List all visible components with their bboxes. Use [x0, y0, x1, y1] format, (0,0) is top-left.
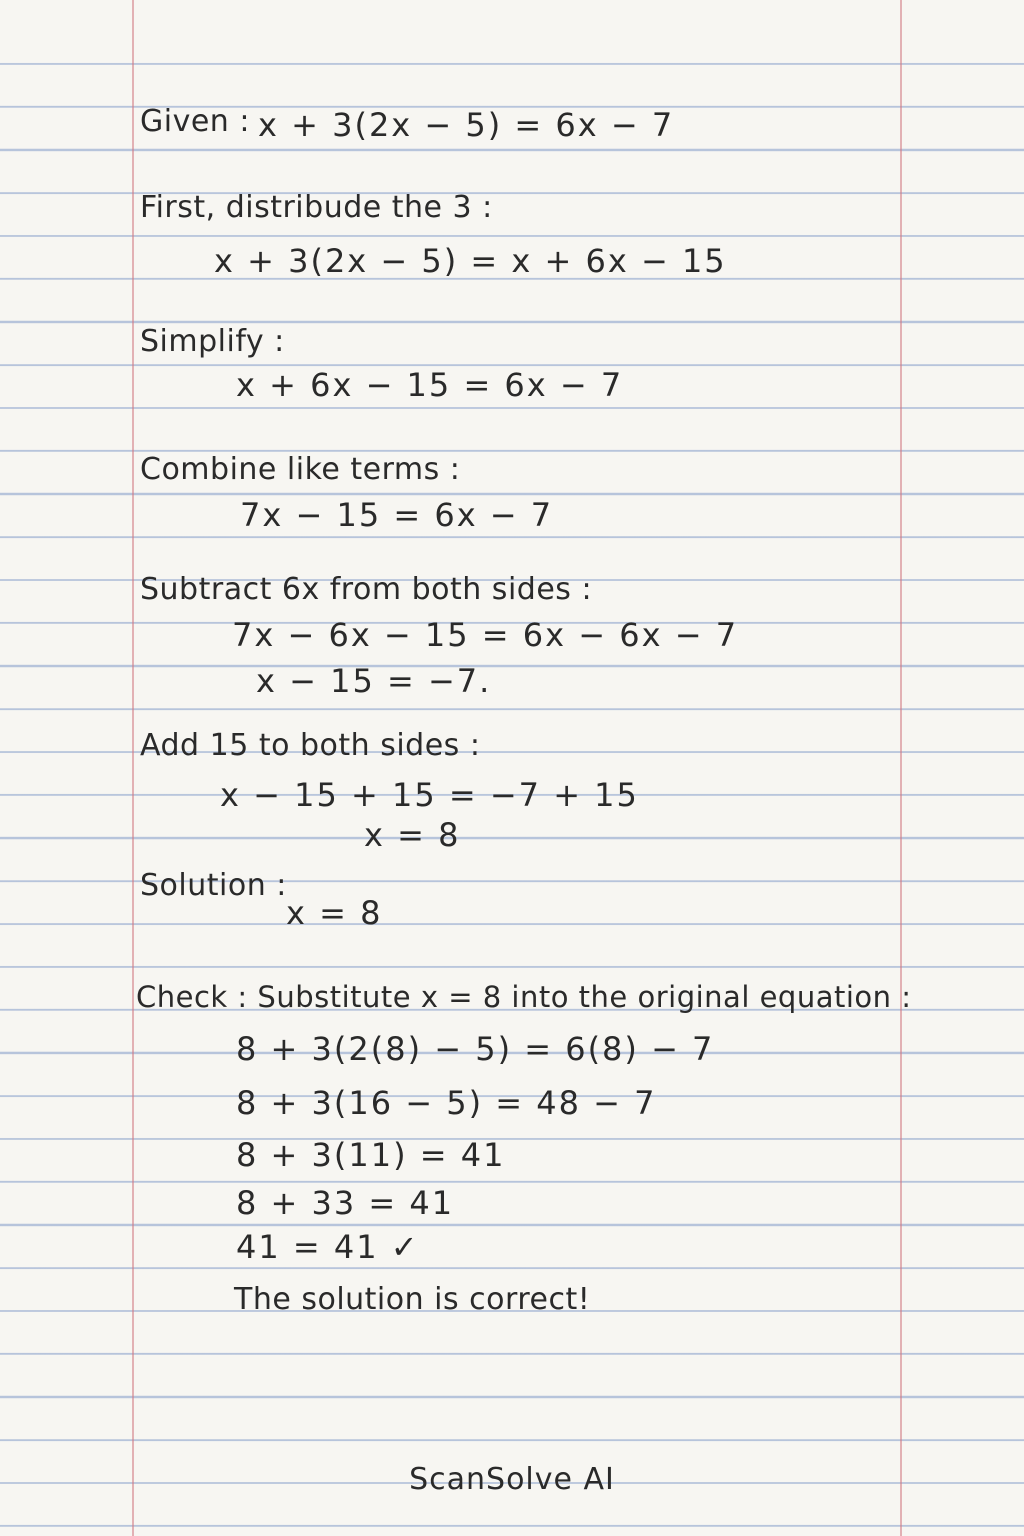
add-equation-2: x = 8 — [364, 816, 461, 854]
subtract-equation-1: 7x − 6x − 15 = 6x − 6x − 7 — [232, 616, 739, 654]
combine-equation: 7x − 15 = 6x − 7 — [240, 496, 554, 534]
check-label: Check : Substitute x = 8 into the original equation : — [136, 980, 912, 1014]
given-label: Given : — [140, 104, 250, 139]
simplify-label: Simplify : — [140, 324, 285, 359]
distribute-equation: x + 3(2x − 5) = x + 6x − 15 — [214, 242, 727, 280]
right-margin-line — [900, 0, 902, 1536]
solution-value: x = 8 — [286, 894, 383, 932]
add-equation-1: x − 15 + 15 = −7 + 15 — [220, 776, 639, 814]
left-margin-line — [132, 0, 134, 1536]
combine-label: Combine like terms : — [140, 452, 461, 487]
check-conclusion: The solution is correct! — [234, 1282, 591, 1317]
add-label: Add 15 to both sides : — [140, 728, 481, 763]
subtract-label: Subtract 6x from both sides : — [140, 572, 593, 607]
simplify-equation: x + 6x − 15 = 6x − 7 — [236, 366, 624, 404]
given-equation: x + 3(2x − 5) = 6x − 7 — [258, 106, 675, 144]
check-line-3: 8 + 3(11) = 41 — [236, 1136, 506, 1174]
check-line-5: 41 = 41 ✓ — [236, 1228, 420, 1266]
check-line-2: 8 + 3(16 − 5) = 48 − 7 — [236, 1084, 657, 1122]
solution-label: Solution : — [140, 868, 287, 903]
check-line-4: 8 + 33 = 41 — [236, 1184, 455, 1222]
check-line-1: 8 + 3(2(8) − 5) = 6(8) − 7 — [236, 1030, 715, 1068]
subtract-equation-2: x − 15 = −7. — [256, 662, 492, 700]
footer-brand: ScanSolve AI — [409, 1462, 615, 1497]
distribute-label: First, distribude the 3 : — [140, 190, 493, 225]
